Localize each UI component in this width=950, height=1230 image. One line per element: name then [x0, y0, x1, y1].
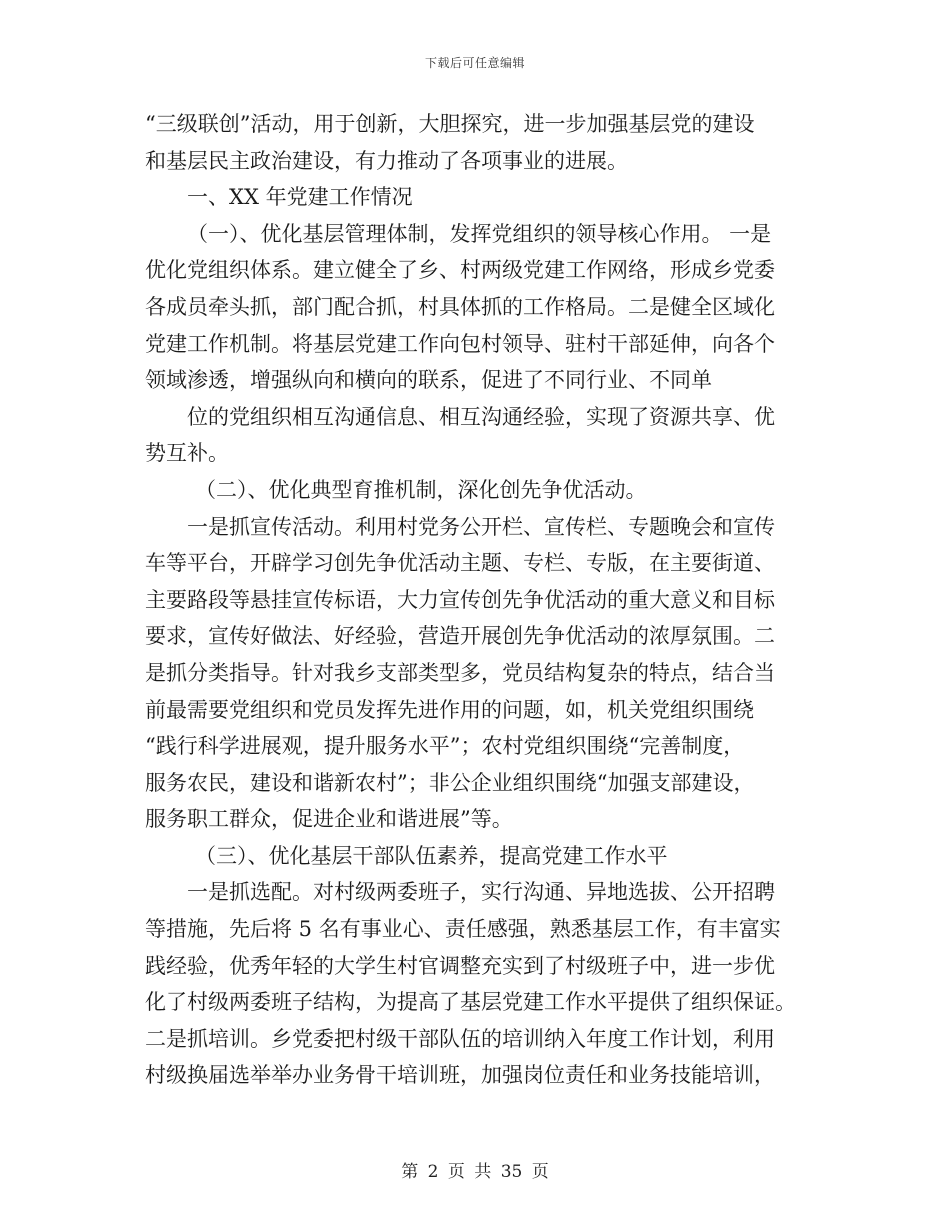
text-line: 等措施，先后将 5 名有事业心、责任感强，熟悉基层工作，有丰富实 [145, 917, 781, 942]
text-line: 主要路段等悬挂宣传标语，大力宣传创先争优活动的重大意义和目标 [145, 587, 775, 612]
text-line: 要求，宣传好做法、好经验，营造开展创先争优活动的浓厚氛围。二 [145, 624, 775, 649]
text-line: 化了村级两委班子结构，为提高了基层党建工作水平提供了组织保证。 [145, 990, 796, 1015]
text-line: “践行科学进展观，提升服务水平”；农村党组织围绕“完善制度， [145, 734, 745, 759]
text-line: 一是抓宣传活动。利用村党务公开栏、宣传栏、专题晚会和宣传 [187, 514, 775, 539]
subsection-heading: （一）、优化基层管理体制，发挥党组织的领导核心作用。 一是 [187, 221, 772, 246]
text-line: 是抓分类指导。针对我乡支部类型多，党员结构复杂的特点，结合当 [145, 660, 775, 685]
text-line: 和基层民主政治建设，有力推动了各项事业的进展。 [145, 148, 628, 173]
text-line: 一是抓选配。对村级两委班子，实行沟通、异地选拔、公开招聘 [187, 880, 775, 905]
text-line: 车等平台，开辟学习创先争优活动主题、专栏、专版，在主要街道、 [145, 551, 775, 576]
text-line: 服务职工群众，促进企业和谐进展”等。 [145, 807, 513, 832]
subsection-heading: （二）、优化典型育推机制，深化创先争优活动。 [195, 477, 647, 502]
text-line: 践经验，优秀年轻的大学生村官调整充实到了村级班子中，进一步优 [145, 953, 775, 978]
text-line: “三级联创”活动，用于创新，大胆探究，进一步加强基层党的建设 [145, 112, 755, 136]
text-line: 二是抓培训。乡党委把村级干部队伍的培训纳入年度工作计划，利用 [145, 1026, 775, 1051]
page-footer: 第 2 页 共 35 页 [401, 1162, 549, 1182]
text-line: 各成员牵头抓，部门配合抓，村具体抓的工作格局。二是健全区域化 [145, 294, 775, 319]
text-line: 势互补。 [145, 441, 229, 466]
document-body [145, 106, 810, 1094]
subsection-heading: （三）、优化基层干部队伍素养，提高党建工作水平 [195, 843, 668, 868]
section-heading: 一、XX 年党建工作情况 [187, 185, 413, 210]
text-line: 村级换届选举举办业务骨干培训班，加强岗位责任和业务技能培训， [145, 1063, 775, 1088]
text-line: 优化党组织体系。建立健全了乡、村两级党建工作网络，形成乡党委 [145, 258, 775, 283]
text-line: 领域渗透，增强纵向和横向的联系，促进了不同行业、不同单 [145, 368, 712, 393]
text-line: 前最需要党组织和党员发挥先进作用的问题，如，机关党组织围绕 [145, 697, 754, 722]
text-line: 党建工作机制。将基层党建工作向包村领导、驻村干部延伸，向各个 [145, 331, 775, 356]
text-line: 位的党组织相互沟通信息、相互沟通经验，实现了资源共享、优 [187, 404, 775, 429]
page-header: 下载后可任意编辑 [424, 56, 525, 70]
text-line: 服务农民，建设和谐新农村”；非公企业组织围绕“加强支部建设， [145, 770, 755, 795]
